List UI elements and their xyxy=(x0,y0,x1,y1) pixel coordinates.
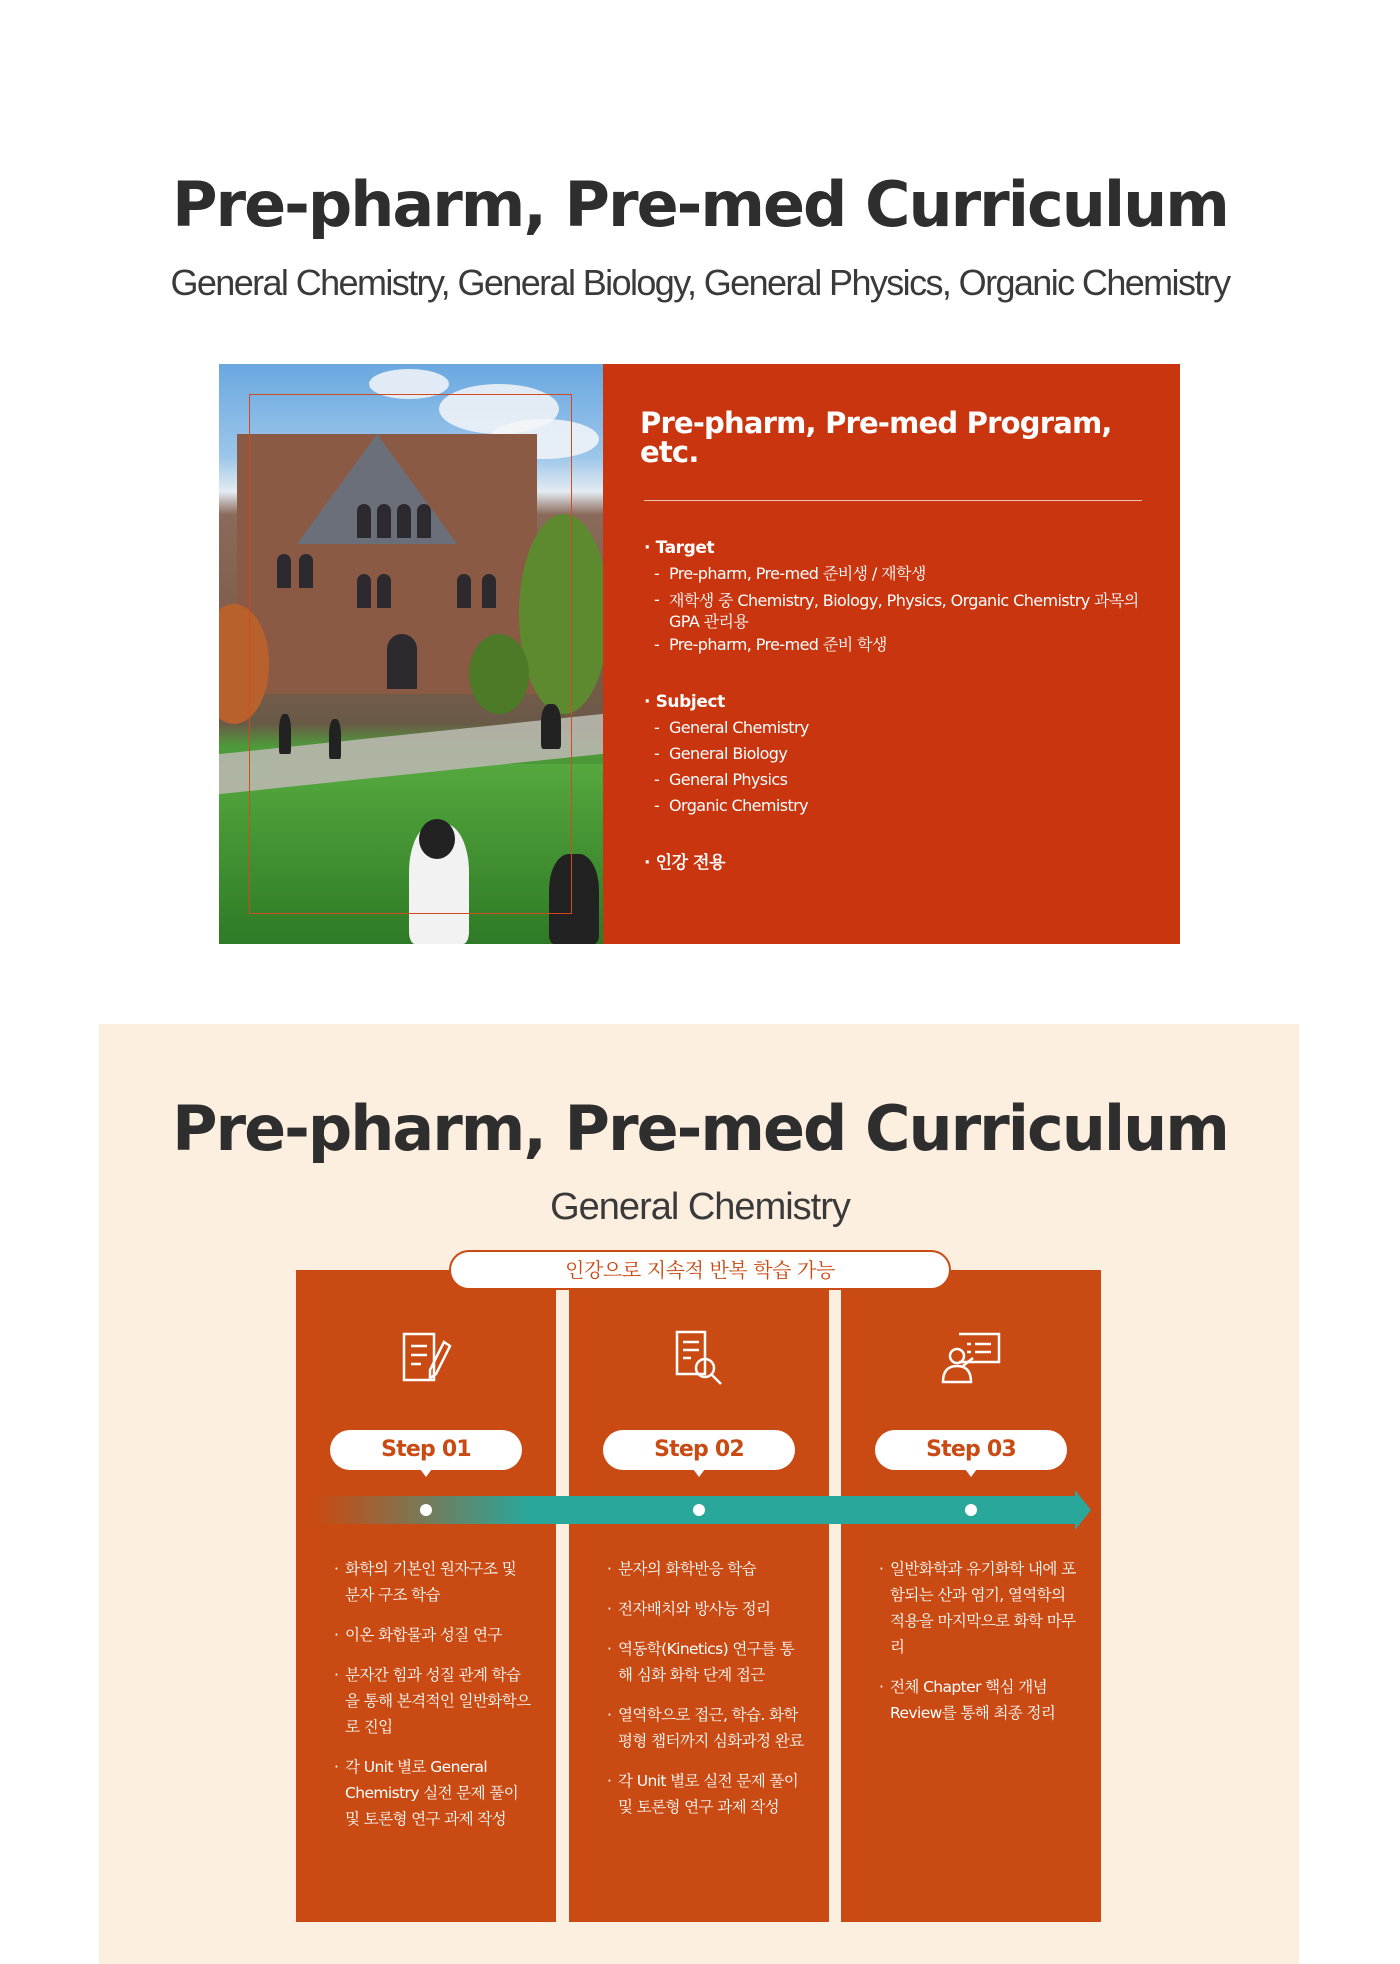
list-item: - General Biology xyxy=(654,744,788,763)
timeline-dot-1 xyxy=(420,1504,432,1516)
step-03-label: Step 03 xyxy=(875,1430,1067,1470)
target-heading: · Target xyxy=(644,535,1140,561)
curriculum-subtitle: General Chemistry xyxy=(550,1186,850,1228)
program-info-panel xyxy=(603,364,1180,944)
list-item: · 각 Unit 별로 General Chemistry 실전 문제 풀이 및 토론형 연구 과제 작성 xyxy=(334,1758,519,1828)
list-item: · 역동학(Kinetics) 연구를 통해 심화 화학 단계 접근 xyxy=(607,1640,795,1684)
step-01-label: Step 01 xyxy=(330,1430,522,1470)
page-title: Pre-pharm, Pre-med Curriculum xyxy=(172,168,1228,241)
page-subtitle: General Chemistry, General Biology, General Physics, Organic Chemistry xyxy=(170,262,1230,303)
list-item: - Pre-pharm, Pre-med 준비생 / 재학생 xyxy=(654,564,926,583)
list-item: · 분자의 화학반응 학습 xyxy=(607,1560,757,1578)
step-03-bullets xyxy=(879,1556,1079,1740)
document-pen-icon xyxy=(396,1328,456,1388)
step-02-label: Step 02 xyxy=(603,1430,795,1470)
presentation-icon xyxy=(941,1328,1001,1388)
step-01-bullets xyxy=(334,1556,534,1846)
list-item: - 재학생 중 Chemistry, Biology, Physics, Organic Chemistry 과목의 GPA 관리용 xyxy=(654,590,1139,631)
subject-group xyxy=(640,689,1140,819)
list-item: · 전체 Chapter 핵심 개념 Review를 통해 최종 정리 xyxy=(879,1678,1056,1722)
list-item: - Organic Chemistry xyxy=(654,796,808,815)
program-title: Pre-pharm, Pre-med Program, etc. xyxy=(640,406,1112,469)
list-item: · 이온 화합물과 성질 연구 xyxy=(334,1626,502,1644)
timeline-dot-2 xyxy=(693,1504,705,1516)
target-group xyxy=(640,535,1140,658)
curriculum-title: Pre-pharm, Pre-med Curriculum xyxy=(172,1092,1228,1165)
list-item: · 각 Unit 별로 실전 문제 풀이 및 토론형 연구 과제 작성 xyxy=(607,1772,799,1816)
list-item: - General Physics xyxy=(654,770,788,789)
list-item: · 일반화학과 유기화학 내에 포함되는 산과 염기, 열역학의 적용을 마지막으로 화학 마무리 xyxy=(879,1560,1076,1656)
arrow-right-icon xyxy=(1075,1490,1091,1530)
list-item: · 전자배치와 방사능 정리 xyxy=(607,1600,771,1618)
divider xyxy=(644,500,1142,501)
repeat-learning-banner: 인강으로 지속적 반복 학습 가능 xyxy=(449,1250,951,1290)
list-item: - Pre-pharm, Pre-med 준비 학생 xyxy=(654,635,887,654)
list-item: · 분자간 힘과 성질 관계 학습을 통해 본격적인 일반화학으로 진입 xyxy=(334,1666,531,1736)
list-item: · 열역학으로 접근, 학습. 화학 평형 챕터까지 심화과정 완료 xyxy=(607,1706,804,1750)
timeline-dot-3 xyxy=(965,1504,977,1516)
step-02-bullets xyxy=(607,1556,807,1834)
online-only-group xyxy=(640,850,1140,876)
list-item: · 화학의 기본인 원자구조 및 분자 구조 학습 xyxy=(334,1560,517,1604)
document-search-icon xyxy=(669,1328,729,1388)
online-only-heading: · 인강 전용 xyxy=(644,850,1140,876)
list-item: - General Chemistry xyxy=(654,718,809,737)
campus-photo xyxy=(219,364,603,944)
program-card xyxy=(219,364,1180,944)
subject-heading: · Subject xyxy=(644,689,1140,715)
